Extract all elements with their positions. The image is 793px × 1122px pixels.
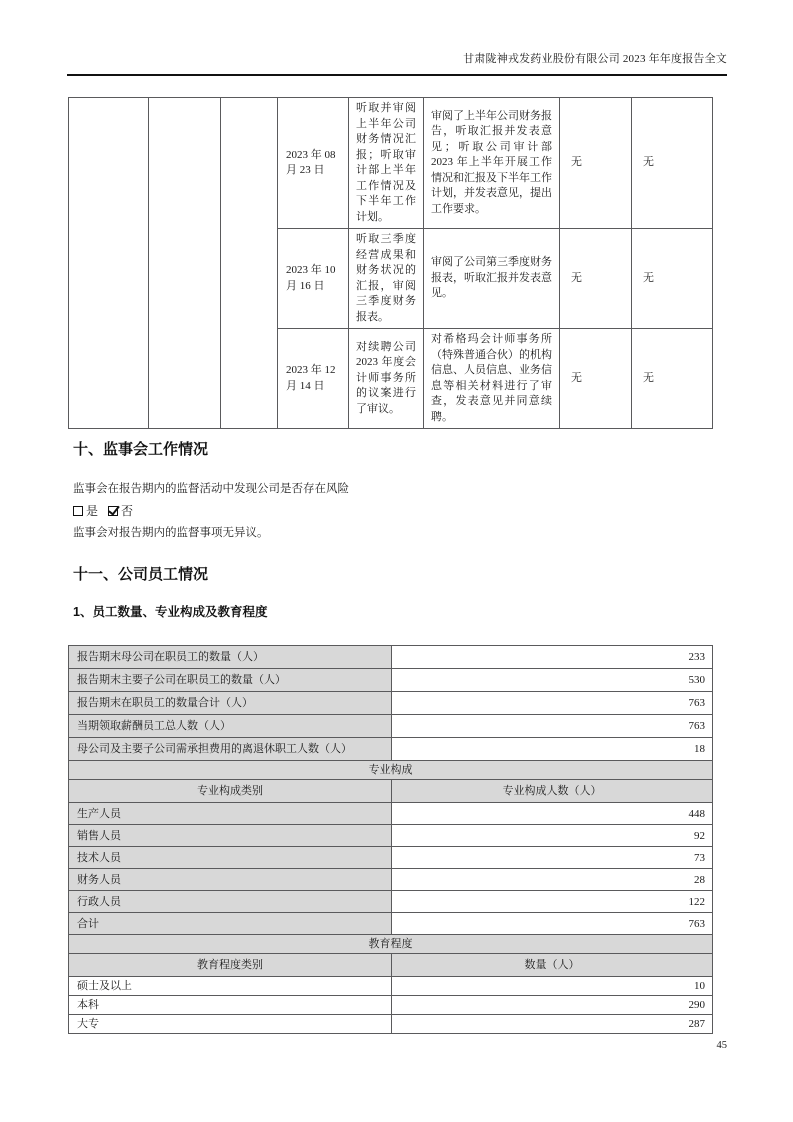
education-col2-header: 数量（人） xyxy=(392,954,713,977)
employee-summary-label: 当期领取薪酬员工总人数（人） xyxy=(69,715,392,738)
checkbox-checked-icon xyxy=(108,506,118,516)
profession-value: 28 xyxy=(392,869,713,891)
employees-table xyxy=(68,645,713,1034)
meeting-content-cell: 听取并审阅上半年公司财务情况汇报；听取审计部上半年工作情况及下半年工作计划。 xyxy=(349,98,424,229)
meeting-content-cell: 对续聘公司 2023 年度会计师事务所的议案进行了审议。 xyxy=(349,329,424,429)
profession-col2-header: 专业构成人数（人） xyxy=(392,780,713,803)
meeting-none-cell: 无 xyxy=(560,229,632,329)
table-row xyxy=(69,825,713,847)
education-value: 10 xyxy=(392,977,713,996)
supervisory-statement: 监事会对报告期内的监督事项无异议。 xyxy=(73,527,269,539)
meeting-date-cell: 2023 年 08 月 23 日 xyxy=(278,98,349,229)
profession-total-label: 合计 xyxy=(69,913,392,935)
profession-value: 92 xyxy=(392,825,713,847)
table-row xyxy=(69,977,713,996)
table-row xyxy=(69,1015,713,1034)
profession-label: 销售人员 xyxy=(69,825,392,847)
subsection-heading-employee-numbers: 1、员工数量、专业构成及教育程度 xyxy=(73,605,268,619)
page-number: 45 xyxy=(716,1040,727,1051)
empty-cell xyxy=(149,98,221,429)
employee-summary-value: 763 xyxy=(392,692,713,715)
checkbox-yes-label: 是 xyxy=(86,504,99,518)
supervisory-risk-answer xyxy=(73,502,133,519)
meeting-row xyxy=(69,98,713,229)
education-band-header: 教育程度 xyxy=(69,935,713,954)
table-subheader-row xyxy=(69,780,713,803)
checkbox-no-label: 否 xyxy=(121,504,134,518)
table-band-header-row xyxy=(69,935,713,954)
empty-cell xyxy=(69,98,149,429)
profession-col1-header: 专业构成类别 xyxy=(69,780,392,803)
meeting-none-cell: 无 xyxy=(560,329,632,429)
section-heading-supervisory: 十、监事会工作情况 xyxy=(73,441,209,458)
table-row xyxy=(69,803,713,825)
education-label: 本科 xyxy=(69,996,392,1015)
meeting-date-cell: 2023 年 12 月 14 日 xyxy=(278,329,349,429)
meeting-date-cell: 2023 年 10 月 16 日 xyxy=(278,229,349,329)
table-row xyxy=(69,715,713,738)
meeting-none-cell: 无 xyxy=(632,329,713,429)
table-row xyxy=(69,646,713,669)
table-subheader-row xyxy=(69,954,713,977)
checkbox-yes-option xyxy=(73,504,98,518)
table-row xyxy=(69,996,713,1015)
checkbox-unchecked-icon xyxy=(73,506,83,516)
table-row xyxy=(69,869,713,891)
supervisory-risk-question: 监事会在报告期内的监督活动中发现公司是否存在风险 xyxy=(73,483,349,495)
employee-summary-value: 233 xyxy=(392,646,713,669)
meeting-opinion-cell: 审阅了公司第三季度财务报表，听取汇报并发表意见。 xyxy=(424,229,560,329)
profession-value: 448 xyxy=(392,803,713,825)
profession-label: 生产人员 xyxy=(69,803,392,825)
checkbox-no-option xyxy=(108,504,133,518)
empty-cell xyxy=(221,98,278,429)
table-row xyxy=(69,891,713,913)
employee-summary-label: 报告期末主要子公司在职员工的数量（人） xyxy=(69,669,392,692)
document-header-title: 甘肃陇神戎发药业股份有限公司 2023 年年度报告全文 xyxy=(463,53,727,65)
meeting-opinion-cell: 审阅了上半年公司财务报告，听取汇报并发表意见；听取公司审计部 2023 年上半年开展工作情况和汇报及下半年工作计划，并发表意见，提出工作要求。 xyxy=(424,98,560,229)
table-row xyxy=(69,738,713,761)
employee-summary-label: 报告期末在职员工的数量合计（人） xyxy=(69,692,392,715)
table-band-header-row xyxy=(69,761,713,780)
profession-value: 73 xyxy=(392,847,713,869)
table-row xyxy=(69,913,713,935)
document-header xyxy=(67,50,727,76)
employee-summary-value: 763 xyxy=(392,715,713,738)
table-row xyxy=(69,692,713,715)
education-label: 大专 xyxy=(69,1015,392,1034)
supervisory-meetings-table xyxy=(68,97,713,429)
employee-summary-value: 530 xyxy=(392,669,713,692)
education-col1-header: 教育程度类别 xyxy=(69,954,392,977)
meeting-content-cell: 听取三季度经营成果和财务状况的汇报，审阅三季度财务报表。 xyxy=(349,229,424,329)
meeting-opinion-cell: 对希格玛会计师事务所（特殊普通合伙）的机构信息、人员信息、业务信息等相关材料进行了审查，发表意见并同意续聘。 xyxy=(424,329,560,429)
table-row xyxy=(69,669,713,692)
employee-summary-label: 母公司及主要子公司需承担费用的离退休职工人数（人） xyxy=(69,738,392,761)
table-row xyxy=(69,847,713,869)
employee-summary-value: 18 xyxy=(392,738,713,761)
profession-total-value: 763 xyxy=(392,913,713,935)
section-heading-employees: 十一、公司员工情况 xyxy=(73,566,209,583)
meeting-none-cell: 无 xyxy=(560,98,632,229)
profession-label: 行政人员 xyxy=(69,891,392,913)
education-label: 硕士及以上 xyxy=(69,977,392,996)
employee-summary-label: 报告期末母公司在职员工的数量（人） xyxy=(69,646,392,669)
profession-value: 122 xyxy=(392,891,713,913)
profession-label: 技术人员 xyxy=(69,847,392,869)
meeting-none-cell: 无 xyxy=(632,229,713,329)
education-value: 287 xyxy=(392,1015,713,1034)
profession-label: 财务人员 xyxy=(69,869,392,891)
education-value: 290 xyxy=(392,996,713,1015)
profession-band-header: 专业构成 xyxy=(69,761,713,780)
meeting-none-cell: 无 xyxy=(632,98,713,229)
